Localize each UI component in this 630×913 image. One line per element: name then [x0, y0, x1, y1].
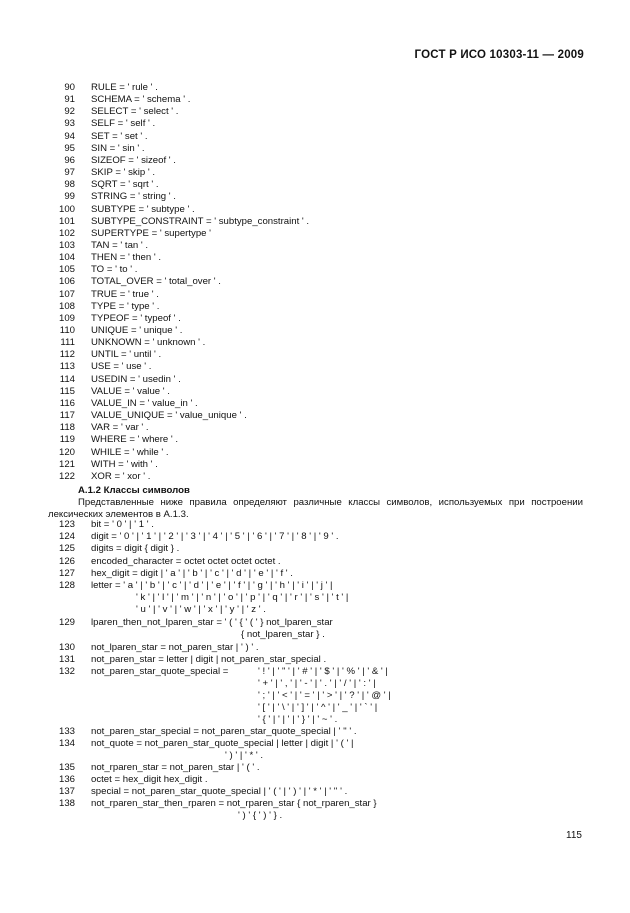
rule-definition: SUBTYPE_CONSTRAINT = ' subtype_constraint ' . — [91, 216, 310, 227]
rule-number: 113 — [59, 361, 75, 372]
keyword-rule — [0, 410, 630, 422]
rule-definition: WHILE = ' while ' . — [91, 447, 169, 458]
rule-definition: not_paren_star_special = not_paren_star_quote_special | ' '' ' . — [91, 726, 357, 737]
rule-number: 98 — [64, 179, 75, 190]
rule-definition: WHERE = ' where ' . — [91, 434, 179, 445]
rule-continuation: ' k ' | ' l ' | ' m ' | ' n ' | ' o ' | ' p ' | ' q ' | ' r ' | ' s ' | ' t ' | — [136, 592, 349, 603]
rule-number: 96 — [64, 155, 75, 166]
keyword-rule — [0, 118, 630, 130]
rule-definition: octet = hex_digit hex_digit . — [91, 774, 208, 785]
keyword-rule — [0, 374, 630, 386]
rule-definition: USEDIN = ' usedin ' . — [91, 374, 181, 385]
keyword-rule — [0, 447, 630, 459]
rule-definition: SKIP = ' skip ' . — [91, 167, 156, 178]
rule-definition: STRING = ' string ' . — [91, 191, 176, 202]
rule-definition: SELF = ' self ' . — [91, 118, 156, 129]
keyword-rule — [0, 240, 630, 252]
lexical-rule — [0, 556, 630, 568]
rule-number: 126 — [58, 556, 75, 567]
lexical-rule — [0, 642, 630, 654]
lexical-rule — [0, 738, 630, 750]
rule-continuation: ' ! ' | ' " ' | ' # ' | ' $ ' | ' % ' | ' & ' | — [258, 666, 388, 677]
rule-number: 117 — [59, 410, 75, 421]
rule-definition: VALUE_UNIQUE = ' value_unique ' . — [91, 410, 247, 421]
rule-number: 108 — [58, 301, 75, 312]
rule-definition: bit = ' 0 ' | ' 1 ' . — [91, 519, 154, 530]
lexical-rule — [0, 543, 630, 555]
keyword-rule — [0, 386, 630, 398]
lexical-rule — [0, 580, 630, 592]
rule-continuation: ' { ' | ' | ' | ' } ' | ' ~ ' . — [258, 714, 338, 725]
rule-definition: not_rparen_star = not_paren_star | ' ( ' . — [91, 762, 260, 773]
keyword-rule — [0, 216, 630, 228]
rule-definition: VALUE = ' value ' . — [91, 386, 170, 397]
rule-definition: hex_digit = digit | ' a ' | ' b ' | ' c ' | ' d ' | ' e ' | ' f ' . — [91, 568, 293, 579]
rule-number: 106 — [58, 276, 75, 287]
rule-definition: TOTAL_OVER = ' total_over ' . — [91, 276, 221, 287]
rule-number: 127 — [58, 568, 75, 579]
keyword-rule — [0, 179, 630, 191]
rule-number: 92 — [64, 106, 75, 117]
rule-continuation: ' u ' | ' v ' | ' w ' | ' x ' | ' y ' | ' z ' . — [136, 604, 266, 615]
lexical-rule — [0, 786, 630, 798]
rule-definition: not_paren_star = letter | digit | not_paren_star_special . — [91, 654, 327, 665]
rule-number: 91 — [64, 94, 75, 105]
rule-definition: SIZEOF = ' sizeof ' . — [91, 155, 176, 166]
rule-number: 133 — [58, 726, 75, 737]
rule-definition: not_rparen_star_then_rparen = not_rparen_star { not_rparen_star } — [91, 798, 377, 809]
rule-definition: not_quote = not_paren_star_quote_special | letter | digit | ' ( ' | — [91, 738, 354, 749]
keyword-rule — [0, 191, 630, 203]
rule-definition: encoded_character = octet octet octet octet . — [91, 556, 281, 567]
keyword-rule — [0, 398, 630, 410]
rule-number: 116 — [59, 398, 75, 409]
section-title: А.1.2 Классы символов — [78, 485, 190, 496]
rule-number: 137 — [58, 786, 75, 797]
rule-definition: VALUE_IN = ' value_in ' . — [91, 398, 198, 409]
rule-number: 123 — [58, 519, 75, 530]
rule-definition: SELECT = ' select ' . — [91, 106, 179, 117]
rule-definition: TRUE = ' true ' . — [91, 289, 159, 300]
rule-number: 122 — [58, 471, 75, 482]
rule-definition: TO = ' to ' . — [91, 264, 138, 275]
section-intro: Представленные ниже правила определяют различные классы символов, используемых при построении лексических элементов в А.1.3. — [48, 497, 583, 520]
rule-continuation: ' [ ' | ' \ ' | ' ] ' | ' ^ ' | ' _ ' | ' ` ' | — [258, 702, 378, 713]
lexical-rule — [0, 726, 630, 738]
document-header: ГОСТ Р ИСО 10303-11 — 2009 — [414, 49, 584, 61]
rule-definition: SUBTYPE = ' subtype ' . — [91, 204, 195, 215]
rule-number: 125 — [58, 543, 75, 554]
rule-number: 136 — [58, 774, 75, 785]
rule-number: 124 — [58, 531, 75, 542]
rule-definition: SCHEMA = ' schema ' . — [91, 94, 191, 105]
keyword-rule — [0, 131, 630, 143]
rule-number: 94 — [64, 131, 75, 142]
keyword-rule — [0, 82, 630, 94]
keyword-rule — [0, 313, 630, 325]
keyword-rule — [0, 155, 630, 167]
rule-continuation: ' ) ' { ' ) ' } . — [238, 810, 283, 821]
rule-number: 121 — [58, 459, 75, 470]
rule-number: 105 — [58, 264, 75, 275]
keyword-rule — [0, 276, 630, 288]
keyword-rule — [0, 264, 630, 276]
rule-definition: letter = ' a ' | ' b ' | ' c ' | ' d ' | ' e ' | ' f ' | ' g ' | ' h ' | ' i ' | ' j ' | — [91, 580, 333, 591]
rule-definition: RULE = ' rule ' . — [91, 82, 158, 93]
keyword-rule — [0, 337, 630, 349]
rule-definition: VAR = ' var ' . — [91, 422, 149, 433]
rule-definition: UNKNOWN = ' unknown ' . — [91, 337, 206, 348]
keyword-rule — [0, 94, 630, 106]
keyword-rule — [0, 434, 630, 446]
lexical-rule — [0, 654, 630, 666]
keyword-rule — [0, 228, 630, 240]
rule-number: 107 — [58, 289, 75, 300]
rule-definition: not_paren_star_quote_special = — [91, 666, 229, 677]
rule-definition: lparen_then_not_lparen_star = ' ( ' { ' ( ' } not_lparen_star — [91, 617, 333, 628]
rule-definition: not_lparen_star = not_paren_star | ' ) ' . — [91, 642, 259, 653]
rule-definition: SIN = ' sin ' . — [91, 143, 145, 154]
rule-number: 102 — [58, 228, 75, 239]
keyword-rule — [0, 325, 630, 337]
rule-definition: WITH = ' with ' . — [91, 459, 158, 470]
rule-number: 97 — [64, 167, 75, 178]
rule-number: 95 — [64, 143, 75, 154]
rule-number: 99 — [64, 191, 75, 202]
rule-definition: USE = ' use ' . — [91, 361, 152, 372]
rule-definition: THEN = ' then ' . — [91, 252, 162, 263]
keyword-rule — [0, 106, 630, 118]
rule-number: 138 — [58, 798, 75, 809]
rule-number: 90 — [64, 82, 75, 93]
lexical-rule — [0, 568, 630, 580]
keyword-rule — [0, 349, 630, 361]
rule-number: 93 — [64, 118, 75, 129]
rule-continuation: ' + ' | ' , ' | ' - ' | ' . ' | ' / ' | ' : ' | — [258, 678, 376, 689]
keyword-rule — [0, 459, 630, 471]
rule-number: 128 — [58, 580, 75, 591]
rule-continuation: ' ; ' | ' < ' | ' = ' | ' > ' | ' ? ' | ' @ ' | — [258, 690, 391, 701]
lexical-rule — [0, 774, 630, 786]
rule-definition: digit = ' 0 ' | ' 1 ' | ' 2 ' | ' 3 ' | ' 4 ' | ' 5 ' | ' 6 ' | ' 7 ' | ' 8 ' | ' 9 ' . — [91, 531, 339, 542]
rule-definition: special = not_paren_star_quote_special | ' ( ' | ' ) ' | ' * ' | ' '' ' . — [91, 786, 348, 797]
rule-definition: UNIQUE = ' unique ' . — [91, 325, 183, 336]
keyword-rule — [0, 422, 630, 434]
keyword-rule — [0, 252, 630, 264]
rule-number: 112 — [59, 349, 75, 360]
rule-definition: SET = ' set ' . — [91, 131, 148, 142]
rule-continuation: { not_lparen_star } . — [241, 629, 325, 640]
page-number: 115 — [566, 830, 582, 841]
lexical-rule — [0, 798, 630, 810]
rule-number: 120 — [58, 447, 75, 458]
keyword-rule — [0, 167, 630, 179]
rule-number: 110 — [59, 325, 75, 336]
rule-number: 103 — [58, 240, 75, 251]
rule-definition: TYPEOF = ' typeof ' . — [91, 313, 181, 324]
rule-number: 109 — [58, 313, 75, 324]
lexical-rule — [0, 519, 630, 531]
rule-definition: digits = digit { digit } . — [91, 543, 180, 554]
rule-definition: TAN = ' tan ' . — [91, 240, 149, 251]
lexical-rule — [0, 531, 630, 543]
rule-number: 134 — [58, 738, 75, 749]
keyword-rule — [0, 204, 630, 216]
rule-number: 119 — [59, 434, 75, 445]
rule-number: 104 — [58, 252, 75, 263]
rule-number: 130 — [58, 642, 75, 653]
rule-number: 118 — [59, 422, 75, 433]
lexical-rule — [0, 762, 630, 774]
rule-number: 131 — [58, 654, 75, 665]
rule-definition: XOR = ' xor ' . — [91, 471, 151, 482]
keyword-rule — [0, 143, 630, 155]
keyword-rule — [0, 471, 630, 483]
rule-definition: TYPE = ' type ' . — [91, 301, 160, 312]
rule-number: 115 — [59, 386, 75, 397]
keyword-rule — [0, 289, 630, 301]
keyword-rule — [0, 301, 630, 313]
rule-number: 114 — [59, 374, 75, 385]
rule-definition: SUPERTYPE = ' supertype ' — [91, 228, 211, 239]
rule-continuation: ' ) ' | ' * ' . — [225, 750, 264, 761]
rule-definition: SQRT = ' sqrt ' . — [91, 179, 159, 190]
rule-number: 101 — [58, 216, 75, 227]
lexical-rule — [0, 617, 630, 629]
rule-number: 135 — [58, 762, 75, 773]
rule-number: 132 — [58, 666, 75, 677]
rule-number: 100 — [58, 204, 75, 215]
rule-number: 111 — [60, 337, 75, 348]
rule-number: 129 — [58, 617, 75, 628]
keyword-rule — [0, 361, 630, 373]
rule-definition: UNTIL = ' until ' . — [91, 349, 162, 360]
